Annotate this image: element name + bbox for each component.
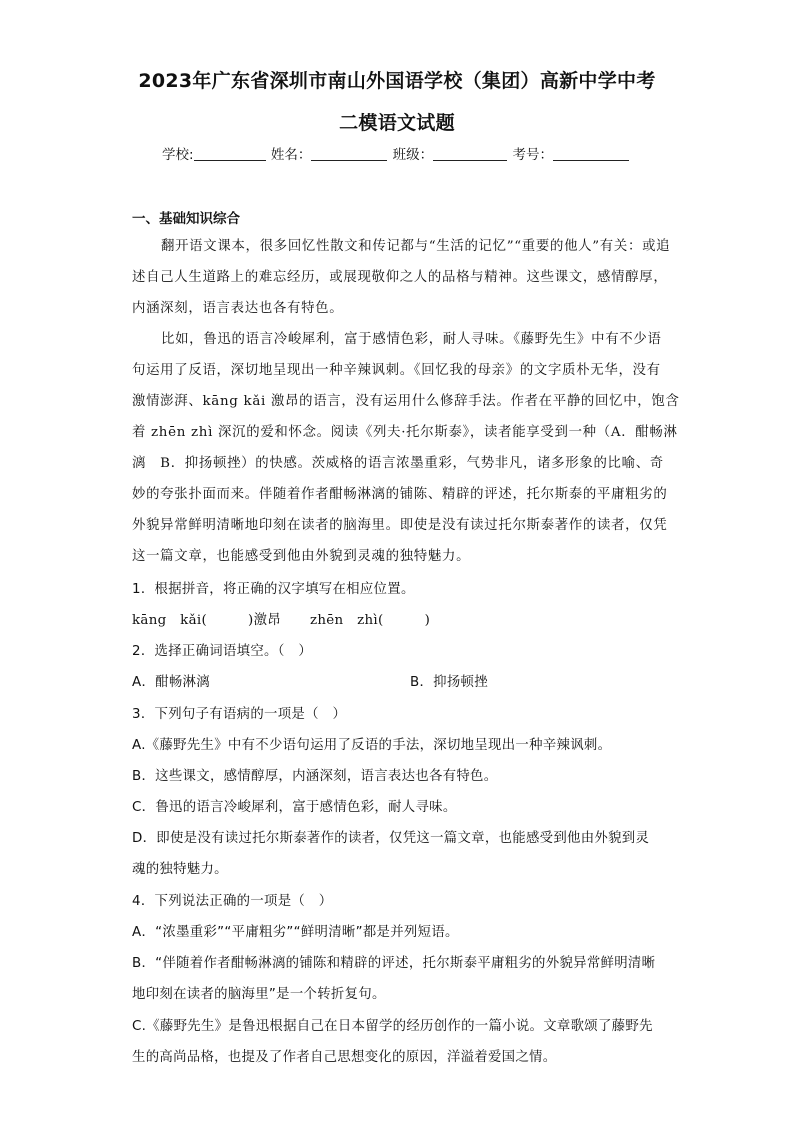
school-label: 学校: — [162, 147, 194, 163]
class-blank[interactable] — [433, 146, 507, 161]
question-3-stem: 3．下列句子有语病的一项是（ ） — [132, 707, 347, 722]
question-3-option-b[interactable]: B．这些课文，感情醇厚，内涵深刻，语言表达也各有特色。 — [132, 769, 498, 784]
question-3-option-d-cont[interactable]: 魂的独特魅力。 — [132, 862, 228, 877]
question-3-option-d[interactable]: D．即使是没有读过托尔斯泰著作的读者，仅凭这一篇文章，也能感受到他由外貌到灵 — [132, 831, 650, 846]
question-4-option-a[interactable]: A．“浓墨重彩”“平庸粗劣”“鲜明清晰”都是并列短语。 — [132, 925, 459, 940]
name-blank[interactable] — [311, 146, 387, 161]
question-2-stem: 2．选择正确词语填空。（ ） — [132, 644, 313, 659]
passage-line: 翻开语文课本，很多回忆性散文和传记都与“生活的记忆”“重要的他人”有关：或追 — [161, 239, 671, 254]
passage-line: 内涵深刻，语言表达也各有特色。 — [132, 301, 344, 316]
question-2-option-b[interactable]: B．抑扬顿挫 — [410, 675, 488, 690]
question-2-option-a[interactable]: A．酣畅淋漓 — [132, 675, 210, 690]
question-4-option-c[interactable]: C.《藤野先生》是鲁迅根据自己在日本留学的经历创作的一篇小说。文章歌颂了藤野先 — [132, 1019, 653, 1034]
exam-number-blank[interactable] — [553, 146, 629, 161]
question-1-blank-kangkai[interactable]: kāng kǎi( )激昂 — [132, 613, 281, 628]
question-4-stem: 4．下列说法正确的一项是（ ） — [132, 894, 333, 909]
question-4-option-b[interactable]: B．“伴随着作者酣畅淋漓的铺陈和精辟的评述，托尔斯泰平庸粗劣的外貌异常鲜明清晰 — [132, 956, 656, 971]
passage-line: 外貌异常鲜明清晰地印刻在读者的脑海里。即使是没有读过托尔斯泰著作的读者，仅凭 — [132, 518, 668, 533]
exam-title-line2: 二模语文试题 — [339, 112, 455, 134]
section-heading: 一、基础知识综合 — [132, 211, 240, 227]
question-1-blank-zhenzhi[interactable]: zhēn zhì( ) — [310, 613, 431, 628]
passage-line: 着 zhēn zhì 深沉的爱和怀念。阅读《列夫·托尔斯泰》，读者能享受到一种（A．酣畅淋 — [132, 425, 678, 440]
passage-line: 这一篇文章，也能感受到他由外貌到灵魂的独特魅力。 — [132, 549, 471, 564]
passage-line: 激情澎湃、kāng kǎi 激昂的语言，没有运用什么修辞手法。作者在平静的回忆中，饱含 — [132, 394, 680, 409]
name-label: 姓名： — [270, 147, 312, 163]
passage-line: 妙的夸张扑面而来。伴随着作者酣畅淋漓的铺陈、精辟的评述，托尔斯泰的平庸粗劣的 — [132, 487, 668, 502]
question-3-option-c[interactable]: C．鲁迅的语言冷峻犀利，富于感情色彩，耐人寻味。 — [132, 800, 457, 815]
passage-line: 述自己人生道路上的难忘经历，或展现敬仰之人的品格与精神。这些课文，感情醇厚， — [132, 270, 668, 285]
exam-title-line1: 2023年广东省深圳市南山外国语学校（集团）高新中学中考 — [138, 70, 656, 92]
question-4-option-c-cont[interactable]: 生的高尚品格，也提及了作者自己思想变化的原因，洋溢着爱国之情。 — [132, 1050, 557, 1065]
question-3-option-a[interactable]: A.《藤野先生》中有不少语句运用了反语的手法，深切地呈现出一种辛辣讽刺。 — [132, 738, 612, 753]
passage-line: 比如，鲁迅的语言冷峻犀利，富于感情色彩，耐人寻味。《藤野先生》中有不少语 — [161, 332, 662, 347]
school-blank[interactable] — [194, 146, 266, 161]
question-4-option-b-cont[interactable]: 地印刻在读者的脑海里”是一个转折复句。 — [132, 987, 386, 1002]
exam-number-label: 考号： — [512, 147, 553, 163]
question-1-stem: 1．根据拼音，将正确的汉字填写在相应位置。 — [132, 582, 415, 597]
passage-line: 漓 B．抑扬顿挫）的快感。茨威格的语言浓墨重彩，气势非凡，诸多形象的比喻、奇 — [132, 456, 664, 471]
passage-line: 句运用了反语，深切地呈现出一种辛辣讽刺。《回忆我的母亲》的文字质朴无华，没有 — [132, 363, 661, 378]
student-info-row — [162, 143, 630, 163]
class-label: 班级： — [392, 147, 434, 163]
